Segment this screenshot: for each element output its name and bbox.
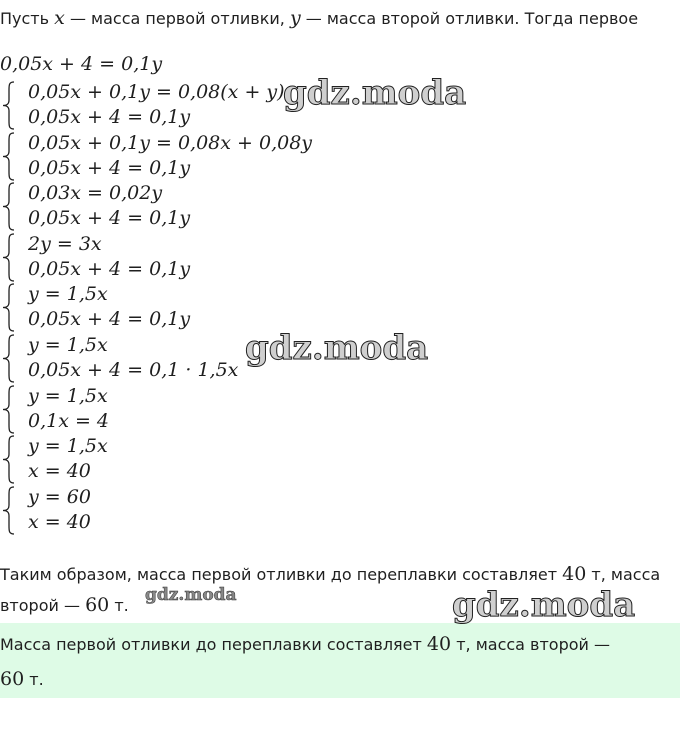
system-equation: 0,05x + 4 = 0,1 · 1,5x [28,359,239,381]
system-brace [1,435,17,484]
answer-text-1: Масса первой отливки до переплавки составляет [0,635,427,654]
answer-text-3: т. [24,670,44,689]
system-equation: 0,05x + 4 = 0,1y [28,207,191,229]
intro-text-2: — масса первой отливки, [64,9,290,28]
system-equation: y = 1,5x [28,334,108,356]
system-equation: y = 1,5x [28,435,108,457]
system-equation: 2y = 3x [28,233,102,255]
system-equation: 0,05x + 0,1y = 0,08x + 0,08y [28,132,313,154]
variable-y: y [289,7,301,29]
answer-number-40: 40 [426,633,452,655]
system-brace [1,385,17,434]
first-equation: 0,05x + 4 = 0,1y [0,53,163,75]
system-equation: 0,05x + 4 = 0,1y [28,157,191,179]
system-brace [1,283,17,332]
system-equation: 0,05x + 4 = 0,1y [28,258,191,280]
system-brace [1,334,17,383]
system-equation: y = 1,5x [28,385,108,407]
watermark-logo: gdz.moda [283,73,467,113]
answer-box [0,623,680,698]
intro-text-1: Пусть [0,9,55,28]
answer-text-2: т, масса второй — [451,635,611,654]
conclusion-number-40: 40 [562,563,587,585]
system-equation: x = 40 [28,460,91,482]
conclusion-text-3: второй — [0,596,86,615]
conclusion-text-1: Таким образом, масса первой отливки до переплавки составляет [0,565,563,584]
conclusion-text-4: т. [109,596,129,615]
system-equation: 0,1x = 4 [28,410,110,432]
variable-x: x [54,7,65,29]
system-brace [1,81,17,130]
system-brace [1,132,17,181]
watermark-logo: gdz.moda [245,328,429,368]
system-equation: 0,05x + 4 = 0,1y [28,106,191,128]
conclusion-text-2: т, масса [586,565,661,584]
watermark-logo: gdz.moda [452,585,636,625]
answer-number-60: 60 [0,668,25,690]
system-equation: 0,05x + 4 = 0,1y [28,308,191,330]
intro-paragraph [0,8,680,29]
system-equation: y = 1,5x [28,283,108,305]
system-brace [1,233,17,282]
system-equation: y = 60 [28,486,91,508]
system-brace [1,182,17,231]
intro-text-3: — масса второй отливки. Тогда первое [300,9,639,28]
conclusion-number-60: 60 [85,594,110,616]
watermark-logo-small: gdz.moda [145,585,237,605]
system-brace [1,486,17,535]
system-equation: x = 40 [28,511,91,533]
system-equation: 0,05x + 0,1y = 0,08(x + y) [28,81,285,103]
system-equation: 0,03x = 0,02y [28,182,163,204]
